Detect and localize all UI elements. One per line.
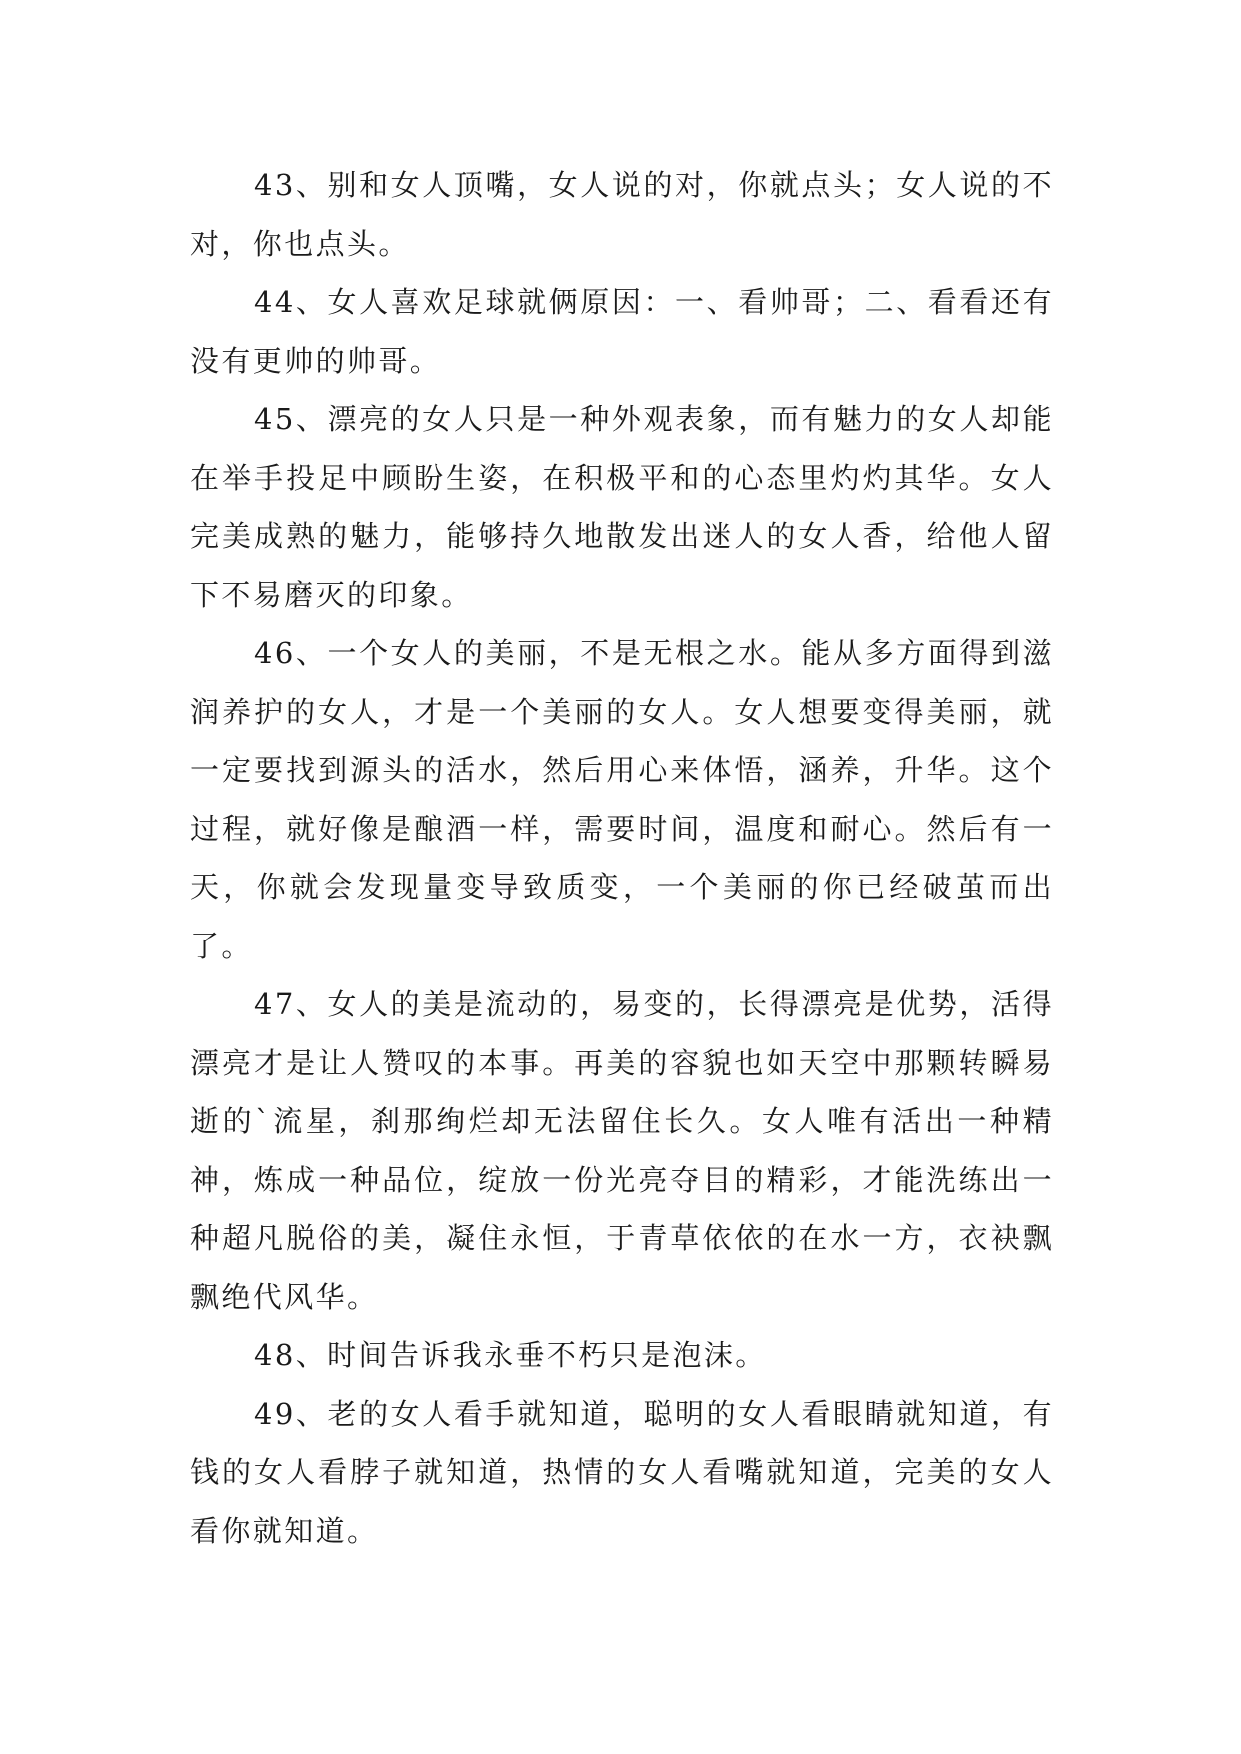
document-body xyxy=(190,156,1054,1560)
paragraph-44: 44、女人喜欢足球就俩原因：一、看帅哥；二、看看还有没有更帅的帅哥。 xyxy=(190,285,1054,378)
paragraph-45: 45、漂亮的女人只是一种外观表象，而有魅力的女人却能在举手投足中顾盼生姿，在积极平和的心态里灼灼其华。女人完美成熟的魅力，能够持久地散发出迷人的女人香，给他人留下不易磨灭的印象。 xyxy=(190,402,1054,612)
paragraph-47: 47、女人的美是流动的，易变的，长得漂亮是优势，活得漂亮才是让人赞叹的本事。再美的容貌也如天空中那颗转瞬易逝的`流星，刹那绚烂却无法留住长久。女人唯有活出一种精神，炼成一种品位，绽放一份光亮夺目的精彩，才能洗练出一种超凡脱俗的美，凝住永恒，于青草依依的在水一方，衣袂飘飘绝代风华。 xyxy=(190,987,1054,1314)
paragraph-43: 43、别和女人顶嘴，女人说的对，你就点头；女人说的不对，你也点头。 xyxy=(190,168,1054,261)
paragraph-48: 48、时间告诉我永垂不朽只是泡沫。 xyxy=(254,1338,767,1372)
paragraph-49: 49、老的女人看手就知道，聪明的女人看眼睛就知道，有钱的女人看脖子就知道，热情的女人看嘴就知道，完美的女人看你就知道。 xyxy=(190,1396,1054,1548)
paragraph-46: 46、一个女人的美丽，不是无根之水。能从多方面得到滋润养护的女人，才是一个美丽的女人。女人想要变得美丽，就一定要找到源头的活水，然后用心来体悟，涵养，升华。这个过程，就好像是酿酒一样，需要时间，温度和耐心。然后有一天，你就会发现量变导致质变，一个美丽的你已经破茧而出了。 xyxy=(190,636,1054,963)
